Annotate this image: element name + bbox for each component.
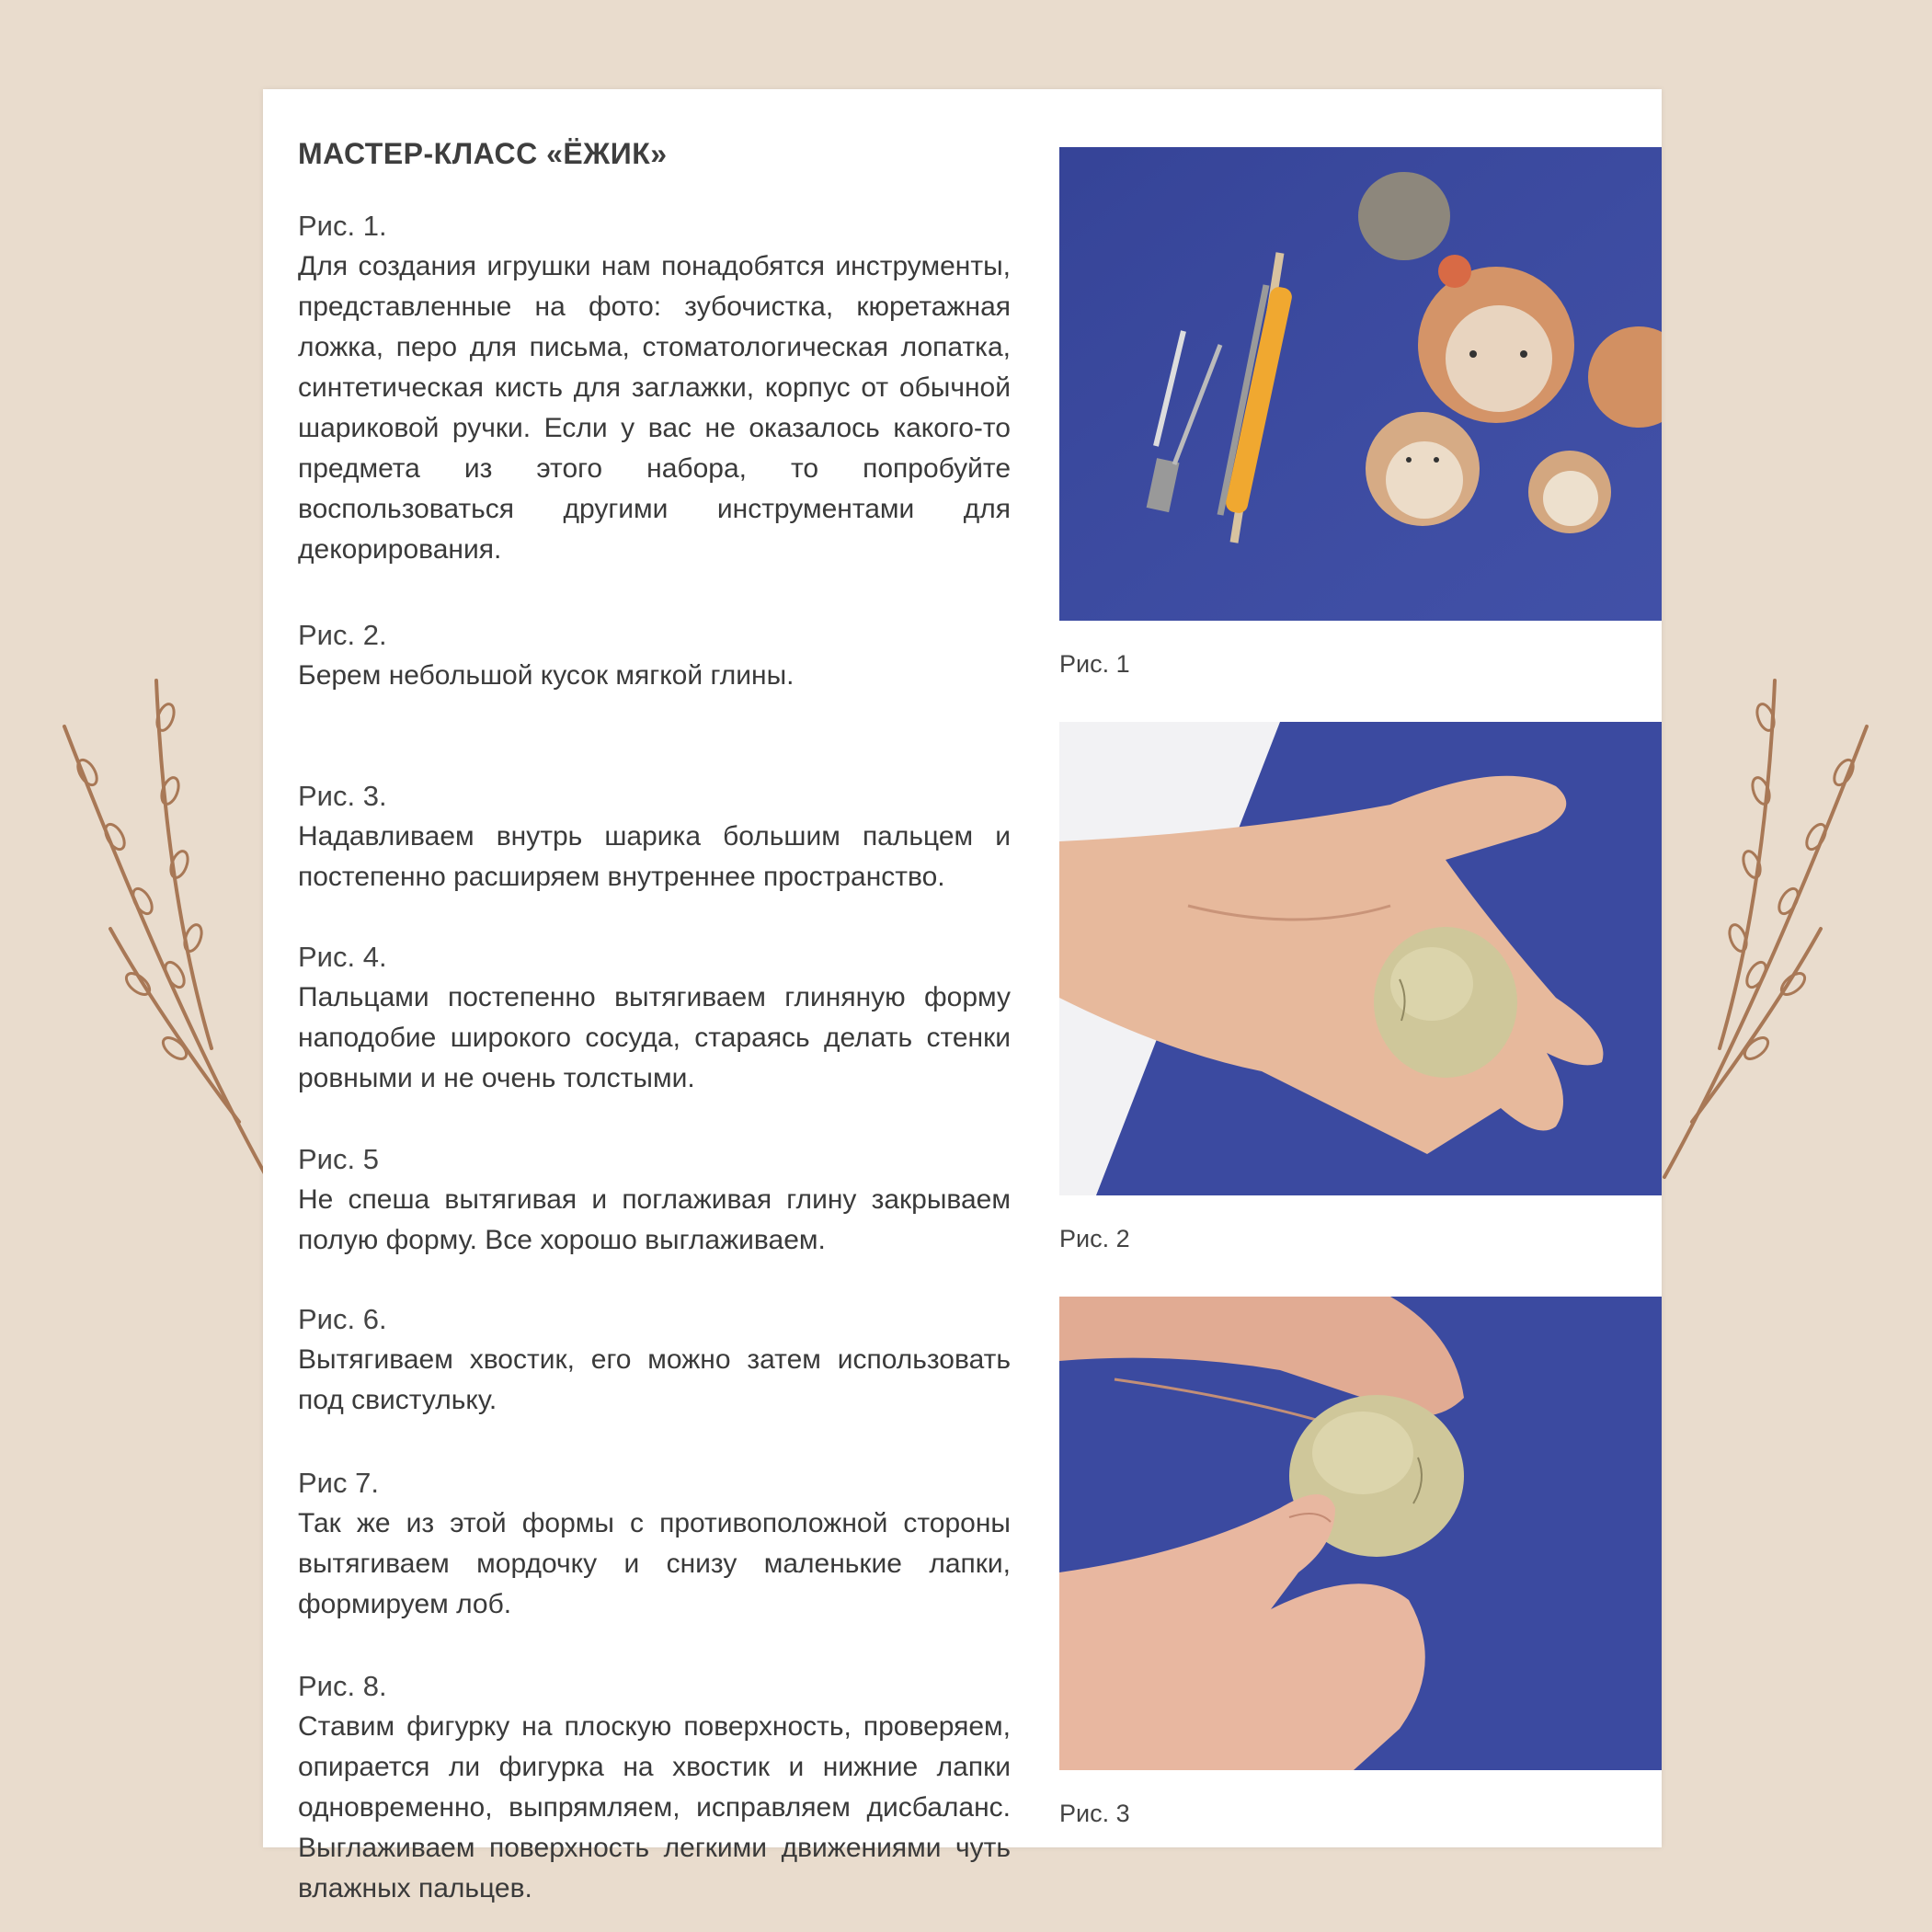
- step-label: Рис. 2.: [298, 619, 387, 651]
- step-label: Рис. 5: [298, 1143, 379, 1175]
- step-8: [298, 1666, 1011, 1909]
- step-label: Рис. 1.: [298, 210, 387, 242]
- book-page: [263, 89, 1662, 1903]
- step-label: Рис. 8.: [298, 1670, 387, 1702]
- step-text: Вытягиваем хвостик, его можно затем использовать под свистульку.: [298, 1344, 1011, 1415]
- photo-tools-and-hedgehogs: [1059, 147, 1662, 621]
- willow-branch-left-decoration: [28, 662, 276, 1195]
- step-label: Рис. 3.: [298, 780, 387, 812]
- step-text: Надавливаем внутрь шарика большим пальцем и постепенно расширяем внутреннее пространство.: [298, 821, 1011, 892]
- page-title: МАСТЕР-КЛАСС «ЁЖИК»: [298, 137, 668, 170]
- willow-branch-right-decoration: [1655, 662, 1903, 1195]
- step-6: [298, 1299, 1011, 1421]
- figure-caption: Рис. 3: [1059, 1800, 1130, 1827]
- step-text: Не спеша вытягивая и поглаживая глину закрываем полую форму. Все хорошо выглаживаем.: [298, 1184, 1011, 1255]
- step-text: Для создания игрушки нам понадобятся инструменты, представленные на фото: зубочистка, кюретажная ложка, перо для письма, стоматологическая лопатка, синтетическая кисть для заглажки, корпус от обычной шариковой ручки. Если у вас не оказалось какого-то предмета из этого набора, то попробуйте воспользоваться другими инструментами для декорирования.: [298, 251, 1011, 565]
- figure-caption: Рис. 2: [1059, 1225, 1130, 1252]
- step-5: [298, 1139, 1011, 1261]
- step-text: Ставим фигурку на плоскую поверхность, проверяем, опирается ли фигурка на хвостик и нижние лапки одновременно, выпрямляем, исправляем дисбаланс. Выглаживаем поверхность легкими движениями чуть влажных пальцев.: [298, 1711, 1011, 1903]
- step-7: [298, 1463, 1011, 1625]
- step-label: Рис. 6.: [298, 1303, 387, 1335]
- step-2: [298, 615, 1011, 696]
- step-4: [298, 937, 1011, 1099]
- photo-thumb-pressing-clay: [1059, 1297, 1662, 1770]
- step-label: Рис 7.: [298, 1467, 379, 1499]
- step-label: Рис. 4.: [298, 941, 387, 973]
- step-1: [298, 206, 1011, 570]
- step-3: [298, 776, 1011, 897]
- figure-caption: Рис. 1: [1059, 650, 1130, 678]
- step-text: Пальцами постепенно вытягиваем глиняную форму наподобие широкого сосуда, стараясь делать стенки ровными и не очень толстыми.: [298, 982, 1011, 1093]
- step-text: Берем небольшой кусок мягкой глины.: [298, 660, 795, 691]
- photo-clay-ball-in-hand: [1059, 722, 1662, 1195]
- instructions-column: [298, 137, 1011, 1903]
- step-text: Так же из этой формы с противоположной стороны вытягиваем мордочку и снизу маленькие лапки, формируем лоб.: [298, 1508, 1011, 1619]
